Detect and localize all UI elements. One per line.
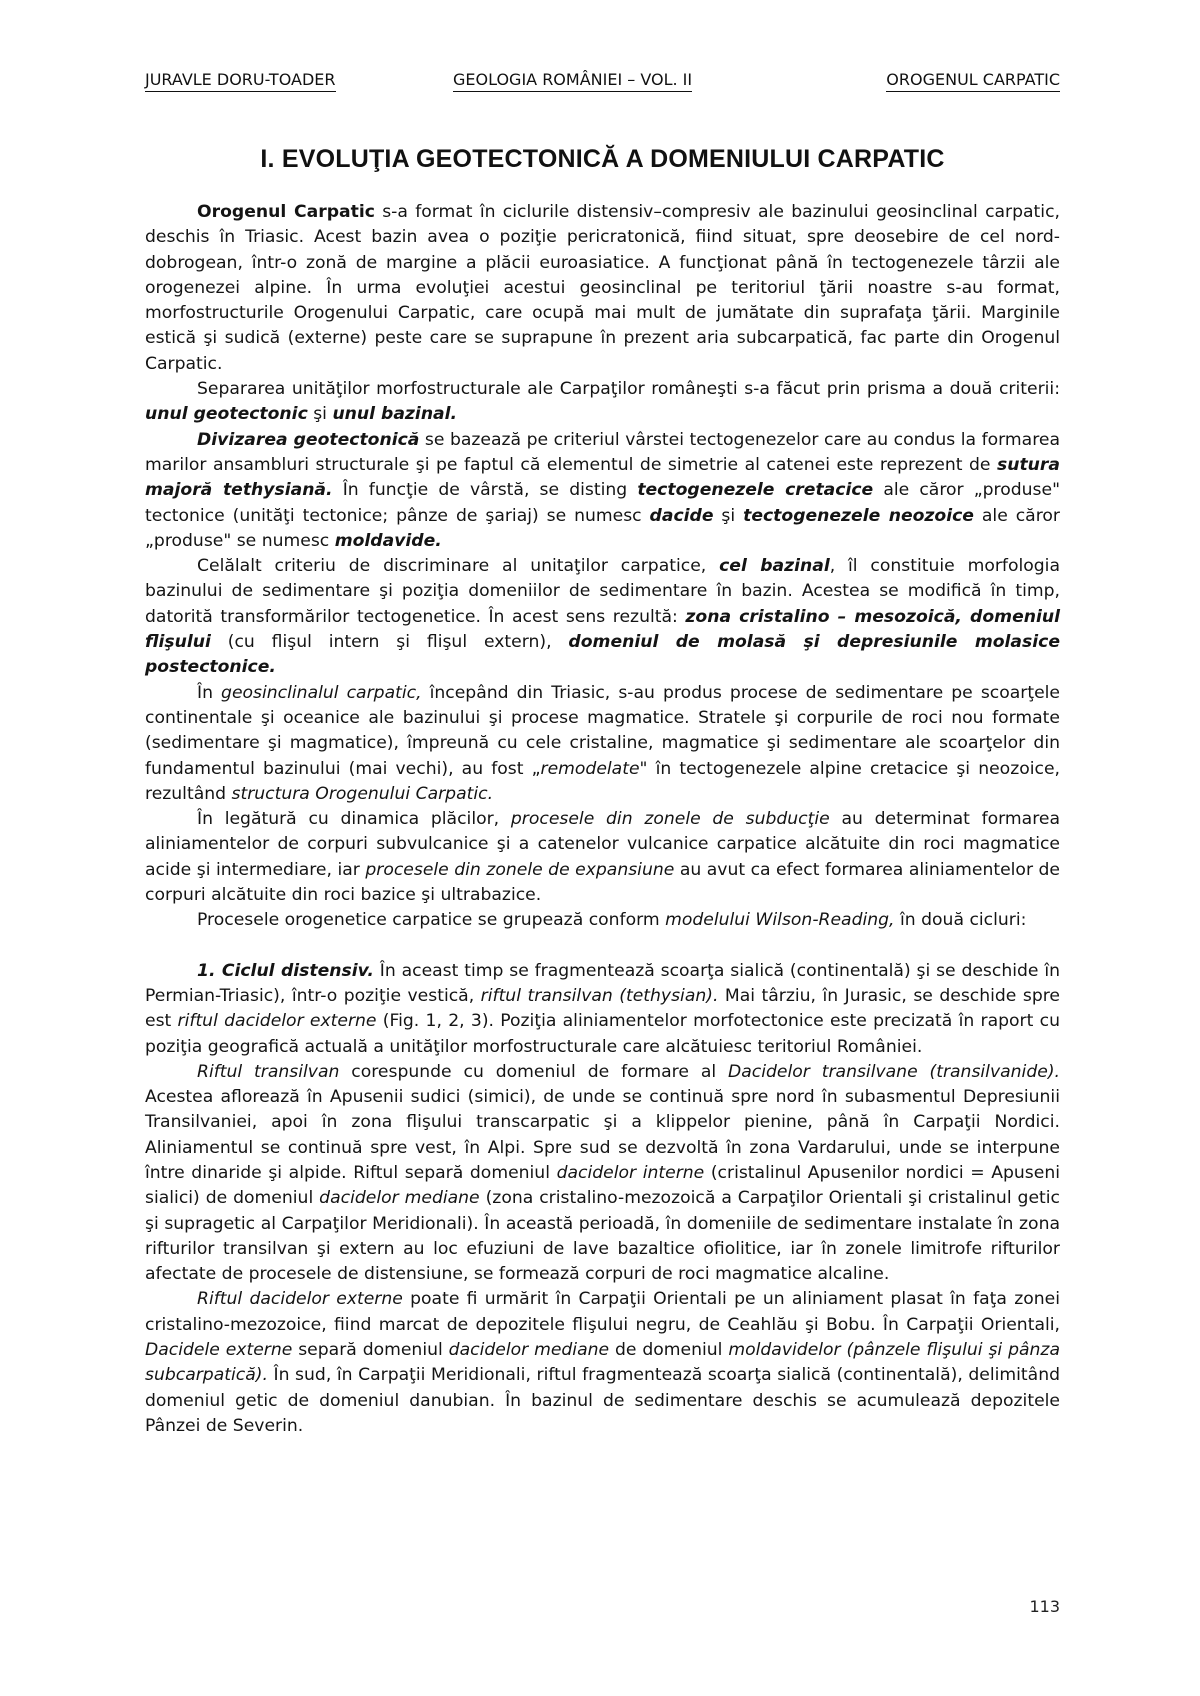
- paragraph-spacer: [145, 934, 1060, 959]
- emphasized-text: Dacidelor transilvane (transilvanide).: [728, 1061, 1060, 1082]
- emphasized-text: dacidelor mediane: [319, 1188, 480, 1209]
- emphasized-text: unul bazinal.: [332, 404, 458, 425]
- body-text: [145, 200, 1060, 1439]
- body-paragraph: [145, 681, 1060, 807]
- text-run: se bazează pe criteriul vârstei tectogenezelor care au condus la formarea marilor ansambluri structurale şi pe faptul că elementul de simetrie al catenei este reprezent de: [145, 429, 1060, 475]
- emphasized-text: sutura majoră tethysiană.: [145, 454, 1060, 501]
- text-run: Acestea aflorează în Apusenii sudici (simici), de unde se continuă spre nord în subasmentul Depresiunii Transilvaniei, apoi în zona flişului transcarpatic şi a klippelor pienine, până în Carpaţii Nordici. Aliniamentul se continuă spre vest, în Alpi. Spre sud se dezvoltă în zona Vardarului, unde se interpune între dinaride şi alpide. Riftul separă domeniul: [145, 1087, 1060, 1183]
- emphasized-text: geosinclinalul carpatic,: [221, 682, 422, 703]
- text-run: şi: [713, 505, 744, 526]
- emphasized-text: moldavidelor (pânzele flişului şi pânza subcarpatică).: [145, 1340, 1060, 1386]
- emphasized-text: modelului Wilson-Reading,: [665, 910, 895, 931]
- body-paragraph: [145, 1060, 1060, 1288]
- text-run: În funcţie de vârstă, se disting: [332, 480, 638, 501]
- emphasized-text: riftul dacidelor externe: [177, 1011, 377, 1032]
- body-paragraph: [145, 959, 1060, 1060]
- emphasized-text: cel bazinal: [719, 556, 830, 577]
- emphasized-text: domeniul de molasă şi depresiunile molasice postectonice.: [145, 632, 1060, 678]
- text-run: (cristalinul Apusenilor nordici = Apuseni sialici) de domeniul: [145, 1162, 1060, 1209]
- text-run: s-a format în ciclurile distensiv–compresiv ale bazinului geosinclinal carpatic, deschis în Triasic. Acest bazin avea o poziţie pericratonică, fiind situat, spre deosebire de cel nord-dobrogean, într-o zonă de margine a plăcii euroasiatice. A funcţionat până în tectogenezele târzii ale orogenezei alpine. În urma evoluţiei acestui geosinclinal pe teritoriul ţării noastre s-au format, morfostructurile Orogenului Carpatic, care ocupă mai mult de jumătate din suprafaţa ţării. Marginile estică şi sudică (externe) peste care se suprapune în prezent aria subcarpatică, fac parte din Orogenul Carpatic.: [145, 202, 1060, 374]
- emphasized-text: structura Orogenului Carpatic.: [231, 783, 494, 804]
- emphasized-text: moldavide.: [334, 530, 442, 551]
- body-paragraph: [145, 200, 1060, 377]
- emphasized-text: procesele din zonele de subducţie: [510, 809, 830, 830]
- body-paragraph: [145, 908, 1060, 933]
- text-run: (zona cristalino-mezozoică a Carpaţilor Orientali şi cristalinul getic şi supragetic al Carpaţilor Meridionali). În această perioadă, în domeniile de sedimentare instalate în zona rifturilor transilvan şi extern au loc efuziuni de lave bazaltice ofiolitice, iar în zonele limitrofe rifturilor afectate de procesele de distensiune, se formează corpuri de roci magmatice alcaline.: [145, 1188, 1060, 1285]
- body-paragraph: [145, 377, 1060, 428]
- text-run: (Fig. 1, 2, 3). Poziţia aliniamentelor morfotectonice este precizată în raport cu poziţia geografică actuală a unităţilor morfostructurale care alcătuiesc teritoriul României.: [145, 1011, 1060, 1057]
- text-run: şi: [307, 404, 333, 425]
- text-run: în două cicluri:: [894, 910, 1027, 931]
- emphasized-text: tectogenezele neozoice: [743, 505, 974, 526]
- header-chapter: OROGENUL CARPATIC: [886, 70, 1060, 92]
- emphasized-text: dacidelor mediane: [448, 1340, 610, 1361]
- text-run: Separarea unităţilor morfostructurale ale Carpaţilor româneşti s-a făcut prin prisma a două criterii:: [197, 379, 1060, 400]
- emphasized-text: Orogenul Carpatic: [197, 202, 375, 222]
- body-paragraph: [145, 554, 1060, 680]
- emphasized-text: Divizarea geotectonică: [197, 429, 420, 450]
- emphasized-text: Riftul dacidelor externe: [197, 1289, 403, 1310]
- text-run: Procesele orogenetice carpatice se grupează conform: [197, 910, 666, 931]
- emphasized-text: zona cristalino – mesozoică, domeniul flişului: [145, 606, 1060, 653]
- emphasized-text: tectogenezele cretacice: [637, 480, 874, 501]
- text-run: În sud, în Carpaţii Meridionali, riftul fragmentează scoarţa sialică (continentală), delimitând domeniul getic de domeniul danubian. În bazinul de sedimentare deschis se acumulează depozitele Pânzei de Severin.: [145, 1365, 1060, 1436]
- emphasized-text: Dacidele externe: [145, 1340, 293, 1361]
- emphasized-text: dacide: [649, 505, 714, 526]
- emphasized-text: remodelate: [540, 758, 640, 779]
- header-author: JURAVLE DORU-TOADER: [145, 70, 336, 92]
- header-book-title: GEOLOGIA ROMÂNIEI – VOL. II: [453, 70, 692, 92]
- text-run: În: [197, 682, 222, 703]
- text-run: poate fi urmărit în Carpaţii Orientali pe un aliniament plasat în faţa zonei cristalino-mezozoice, fiind marcat de depozitele flişului negru, de Ceahlău şi Bobu. În Carpaţii Orientali,: [145, 1289, 1060, 1335]
- text-run: , îl constituie morfologia bazinului de sedimentare şi poziţia domeniilor de sedimentare în bazin. Acestea se modifică în timp, datorită transformărilor tectogenetice. În acest sens rezultă:: [145, 556, 1060, 627]
- page-number: 113: [1029, 1597, 1060, 1616]
- emphasized-text: unul geotectonic: [145, 404, 308, 425]
- body-paragraph: [145, 807, 1060, 908]
- emphasized-text: procesele din zonele de expansiune: [365, 859, 675, 880]
- text-run: au determinat formarea aliniamentelor de corpuri subvulcanice şi a catenelor vulcanice carpatice alcătuite din roci magmatice acide şi intermediare, iar: [145, 809, 1060, 880]
- body-paragraph: [145, 1287, 1060, 1439]
- text-run: de domeniul: [609, 1340, 729, 1361]
- text-run: În legătură cu dinamica plăcilor,: [197, 809, 511, 830]
- body-paragraph: [145, 428, 1060, 554]
- chapter-title: I. EVOLUŢIA GEOTECTONICĂ A DOMENIULUI CARPATIC: [260, 145, 945, 173]
- text-run: În aceast timp se fragmentează scoarţa sialică (continentală) şi se deschide în Permian-Triasic), într-o poziţie vestică,: [145, 960, 1061, 1006]
- emphasized-text: Riftul transilvan: [197, 1061, 340, 1082]
- text-run: începând din Triasic, s-au produs procese de sedimentare pe scoarţele continentale şi oceanice ale bazinului şi procese magmatice. Stratele şi corpurile de roci nou formate (sedimentare şi magmatice), împreună cu cele cristaline, magmatice şi sedimentare ale scoarţelor din fundamentul bazinului (mai vechi), au fost „: [145, 682, 1060, 779]
- text-run: corespunde cu domeniul de formare al: [339, 1061, 729, 1082]
- text-run: Celălalt criteriu de discriminare al unitaţilor carpatice,: [197, 556, 720, 577]
- emphasized-text: 1. Ciclul distensiv.: [197, 960, 374, 981]
- text-run: Mai târziu, în Jurasic, se deschide spre est: [145, 985, 1060, 1032]
- text-run: (cu flişul intern şi flişul extern),: [210, 632, 569, 653]
- text-run: ale căror „produse" tectonice (unităţi tectonice; pânze de şariaj) se numesc: [145, 480, 1060, 526]
- text-run: au avut ca efect formarea aliniamentelor de corpuri alcătuite din roci bazice şi ultrabazice.: [145, 859, 1060, 906]
- emphasized-text: riftul transilvan (tethysian).: [480, 985, 719, 1006]
- text-run: separă domeniul: [292, 1340, 449, 1361]
- text-run: ale căror „produse" se numesc: [145, 505, 1060, 551]
- text-run: " în tectogenezele alpine cretacice şi neozoice, rezultând: [145, 758, 1060, 804]
- emphasized-text: dacidelor interne: [556, 1162, 705, 1183]
- running-header: [145, 70, 1060, 94]
